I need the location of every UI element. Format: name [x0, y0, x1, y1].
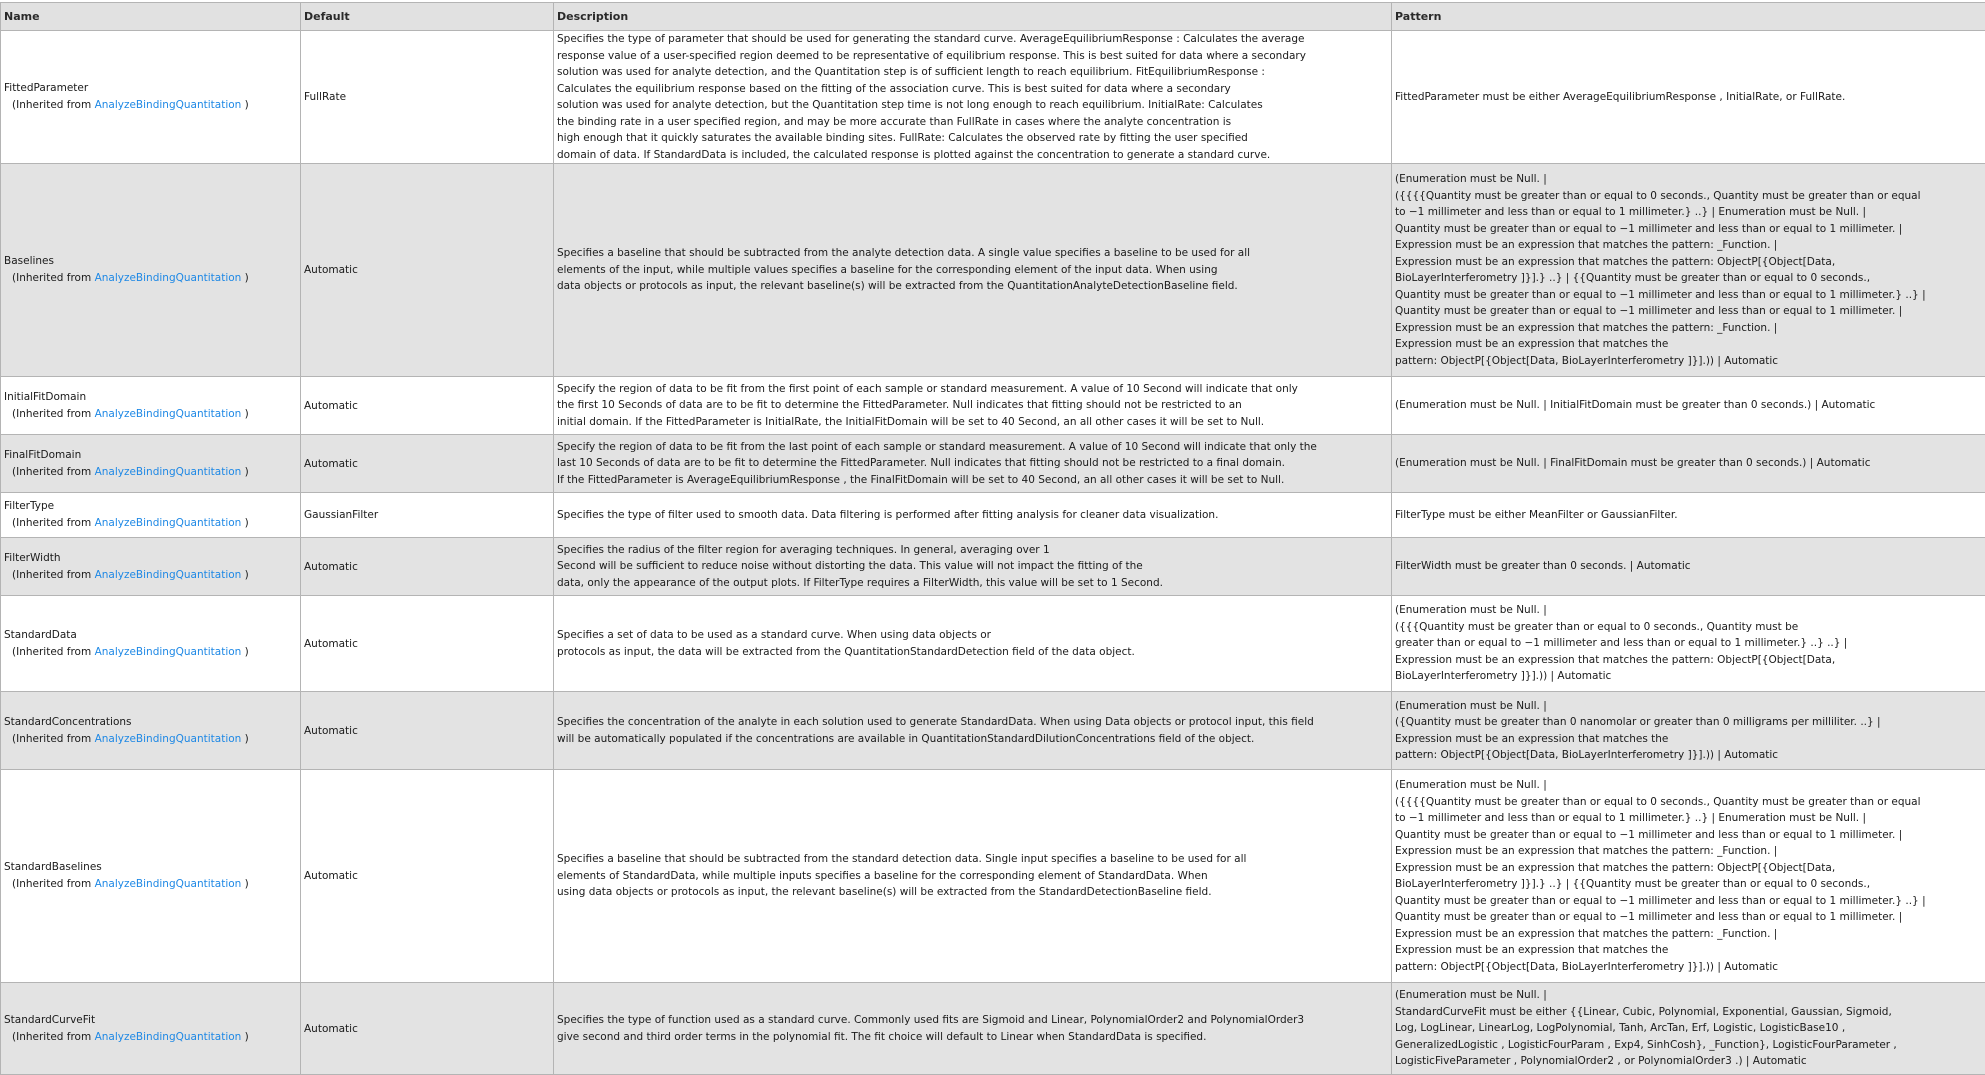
inherited-note: (Inherited from AnalyzeBindingQuantitation )	[12, 568, 249, 581]
option-name-cell	[1, 31, 301, 164]
inherited-note: (Inherited from AnalyzeBindingQuantitation )	[12, 465, 249, 478]
option-pattern: (Enumeration must be Null. | ({{{Quantity must be greater than or equal to 0 seconds., Quantity must be greater than or equal to −1 millimeter and less than or equal to 1 millimeter.} ..} ..} | Expression must be an expression that matches the pattern: ObjectP[{Object[Data, BioLayerInterferometry ]}].)) | Automatic	[1392, 596, 1985, 692]
inherited-link[interactable]: AnalyzeBindingQuantitation	[94, 568, 242, 581]
option-name: StandardData	[4, 628, 77, 641]
option-name: FittedParameter	[4, 82, 89, 94]
header-pattern: Pattern	[1392, 3, 1985, 31]
option-name-cell	[1, 164, 301, 377]
inherited-link[interactable]: AnalyzeBindingQuantitation	[94, 465, 242, 478]
option-description: Specifies a set of data to be used as a standard curve. When using data objects or protocols as input, the data will be extracted from the QuantitationStandardDetection field of the data object.	[554, 596, 1392, 692]
inherited-link[interactable]: AnalyzeBindingQuantitation	[94, 272, 242, 284]
option-name-cell	[1, 377, 301, 435]
option-default: FullRate	[301, 31, 554, 164]
inherited-note: (Inherited from AnalyzeBindingQuantitation )	[12, 1030, 249, 1043]
option-pattern: (Enumeration must be Null. | ({{{{Quantity must be greater than or equal to 0 seconds., Quantity must be greater than or equal to −1 millimeter and less than or equal to 1 millimeter.} ..} | Enumeration must be Null. | Quantity must be greater than or equal to −1 millimeter and less than or equal to 1 millimeter. | Expression must be an expression that matches the pattern: _Function. | Expression must be an expression that matches the pattern: ObjectP[{Object[Data, BioLayerInterferometry ]}].} ..} | {{Quantity must be greater than or equal to 0 seconds., Quantity must be greater than or equal to −1 millimeter and less than or equal to 1 millimeter.} ..} | Quantity must be greater than or equal to −1 millimeter and less than or equal to 1 millimeter. | Expression must be an expression that matches the pattern: _Function. | Expression must be an expression that matches the pattern: ObjectP[{Object[Data, BioLayerInterferometry ]}].)) | Automatic	[1392, 164, 1985, 377]
option-name: Baselines	[4, 255, 54, 267]
table-row	[1, 770, 1985, 983]
option-name: FilterWidth	[4, 551, 61, 564]
option-default: Automatic	[301, 770, 554, 983]
option-description: Specify the region of data to be fit from the last point of each sample or standard measurement. A value of 10 Second will indicate that only the last 10 Seconds of data are to be fit to determine the FittedParameter. Null indicates that fitting should not be restricted to a final domain. If the FittedParameter is AverageEquilibriumResponse , the FinalFitDomain will be set to 40 Second, an all other cases it will be set to Null.	[554, 435, 1392, 493]
table-row	[1, 493, 1985, 538]
table-row	[1, 31, 1985, 164]
header-row	[1, 3, 1985, 31]
inherited-link[interactable]: AnalyzeBindingQuantitation	[94, 645, 242, 658]
options-table	[0, 2, 1985, 1075]
option-name-cell	[1, 493, 301, 538]
option-name-cell	[1, 596, 301, 692]
option-name-cell	[1, 435, 301, 493]
inherited-link[interactable]: AnalyzeBindingQuantitation	[94, 732, 242, 745]
inherited-note: (Inherited from AnalyzeBindingQuantitation )	[12, 272, 249, 284]
option-description: Specifies the type of filter used to smooth data. Data filtering is performed after fitting analysis for cleaner data visualization.	[554, 493, 1392, 538]
option-default: GaussianFilter	[301, 493, 554, 538]
option-default: Automatic	[301, 596, 554, 692]
option-description: Specifies the radius of the filter region for averaging techniques. In general, averaging over 1 Second will be sufficient to reduce noise without distorting the data. This value will not impact the fitting of the data, only the appearance of the output plots. If FilterType requires a FilterWidth, this value will be set to 1 Second.	[554, 538, 1392, 596]
table-row	[1, 692, 1985, 770]
option-pattern: (Enumeration must be Null. | ({Quantity must be greater than 0 nanomolar or greater than 0 milligrams per milliliter. ..} | Expression must be an expression that matches the pattern: ObjectP[{Object[Data, BioLayerInterferometry ]}].)) | Automatic	[1392, 692, 1985, 770]
option-description: Specifies a baseline that should be subtracted from the standard detection data. Single input specifies a baseline to be used for all elements of StandardData, while multiple inputs specifies a baseline for the corresponding element of StandardData. When using data objects or protocols as input, the relevant baseline(s) will be extracted from the StandardDetectionBaseline field.	[554, 770, 1392, 983]
option-name-cell	[1, 692, 301, 770]
inherited-note: (Inherited from AnalyzeBindingQuantitation )	[12, 732, 249, 745]
option-description: Specify the region of data to be fit from the first point of each sample or standard measurement. A value of 10 Second will indicate that only the first 10 Seconds of data are to be fit to determine the FittedParameter. Null indicates that fitting should not be restricted to an initial domain. If the FittedParameter is InitialRate, the InitialFitDomain will be set to 40 Second, an all other cases it will be set to Null.	[554, 377, 1392, 435]
option-pattern: (Enumeration must be Null. | ({{{{Quantity must be greater than or equal to 0 seconds., Quantity must be greater than or equal to −1 millimeter and less than or equal to 1 millimeter.} ..} | Enumeration must be Null. | Quantity must be greater than or equal to −1 millimeter and less than or equal to 1 millimeter. | Expression must be an expression that matches the pattern: _Function. | Expression must be an expression that matches the pattern: ObjectP[{Object[Data, BioLayerInterferometry ]}].} ..} | {{Quantity must be greater than or equal to 0 seconds., Quantity must be greater than or equal to −1 millimeter and less than or equal to 1 millimeter.} ..} | Quantity must be greater than or equal to −1 millimeter and less than or equal to 1 millimeter. | Expression must be an expression that matches the pattern: _Function. | Expression must be an expression that matches the pattern: ObjectP[{Object[Data, BioLayerInterferometry ]}].)) | Automatic	[1392, 770, 1985, 983]
table-row	[1, 164, 1985, 377]
option-name: StandardBaselines	[4, 861, 102, 873]
option-name: FilterType	[4, 500, 55, 512]
option-pattern: FilterWidth must be greater than 0 seconds. | Automatic	[1392, 538, 1985, 596]
inherited-note: (Inherited from AnalyzeBindingQuantitation )	[12, 878, 249, 890]
option-pattern: FilterType must be either MeanFilter or GaussianFilter.	[1392, 493, 1985, 538]
option-default: Automatic	[301, 983, 554, 1075]
option-description: Specifies the type of function used as a standard curve. Commonly used fits are Sigmoid and Linear, PolynomialOrder2 and PolynomialOrder3 give second and third order terms in the polynomial fit. The fit choice will default to Linear when StandardData is specified.	[554, 983, 1392, 1075]
option-default: Automatic	[301, 538, 554, 596]
inherited-link[interactable]: AnalyzeBindingQuantitation	[94, 1030, 242, 1043]
option-name: StandardCurveFit	[4, 1013, 96, 1026]
option-default: Automatic	[301, 435, 554, 493]
option-description: Specifies the concentration of the analyte in each solution used to generate StandardData. When using Data objects or protocol input, this field will be automatically populated if the concentrations are available in QuantitationStandardDilutionConcentrations field of the object.	[554, 692, 1392, 770]
option-pattern: FittedParameter must be either AverageEquilibriumResponse , InitialRate, or FullRate.	[1392, 31, 1985, 164]
option-default: Automatic	[301, 377, 554, 435]
option-default: Automatic	[301, 164, 554, 377]
table-row	[1, 435, 1985, 493]
inherited-link[interactable]: AnalyzeBindingQuantitation	[94, 878, 242, 890]
option-name: FinalFitDomain	[4, 448, 82, 461]
option-description: Specifies the type of parameter that should be used for generating the standard curve. AverageEquilibriumResponse : Calculates the average response value of a user-specified region deemed to be representative of equilibrium response. This is best suited for data where a secondary solution was used for analyte detection, and the Quantitation step is of sufficient length to reach equilibrium. FitEquilibriumResponse : Calculates the equilibrium response based on the fitting of the association curve. This is best suited for data where a secondary solution was used for analyte detection, but the Quantitation step time is not long enough to reach equilibrium. InitialRate: Calculates the binding rate in a user specified region, and may be more accurate than FullRate in cases where the analyte concentration is high enough that it quickly saturates the available binding sites. FullRate: Calculates the observed rate by fitting the user specified domain of data. If StandardData is included, the calculated response is plotted against the concentration to generate a standard curve.	[554, 31, 1392, 164]
option-name-cell	[1, 538, 301, 596]
header-default: Default	[301, 3, 554, 31]
inherited-link[interactable]: AnalyzeBindingQuantitation	[94, 517, 242, 529]
option-pattern: (Enumeration must be Null. | InitialFitDomain must be greater than 0 seconds.) | Automatic	[1392, 377, 1985, 435]
option-default: Automatic	[301, 692, 554, 770]
option-name: InitialFitDomain	[4, 390, 87, 403]
table-row	[1, 596, 1985, 692]
option-name: StandardConcentrations	[4, 715, 132, 728]
header-description: Description	[554, 3, 1392, 31]
table-row	[1, 983, 1985, 1075]
inherited-link[interactable]: AnalyzeBindingQuantitation	[94, 99, 242, 111]
inherited-note: (Inherited from AnalyzeBindingQuantitation )	[12, 517, 249, 529]
option-description: Specifies a baseline that should be subtracted from the analyte detection data. A single value specifies a baseline to be used for all elements of the input, while multiple values specifies a baseline for the corresponding element of the input data. When using data objects or protocols as input, the relevant baseline(s) will be extracted from the QuantitationAnalyteDetectionBaseline field.	[554, 164, 1392, 377]
option-name-cell	[1, 770, 301, 983]
option-pattern: (Enumeration must be Null. | FinalFitDomain must be greater than 0 seconds.) | Automatic	[1392, 435, 1985, 493]
header-name: Name	[1, 3, 301, 31]
table-row	[1, 538, 1985, 596]
inherited-note: (Inherited from AnalyzeBindingQuantitation )	[12, 99, 249, 111]
option-name-cell	[1, 983, 301, 1075]
inherited-note: (Inherited from AnalyzeBindingQuantitation )	[12, 645, 249, 658]
inherited-note: (Inherited from AnalyzeBindingQuantitation )	[12, 407, 249, 420]
option-pattern: (Enumeration must be Null. | StandardCurveFit must be either {{Linear, Cubic, Polynomial, Exponential, Gaussian, Sigmoid, Log, LogLinear, LinearLog, LogPolynomial, Tanh, ArcTan, Erf, Logistic, LogisticBase10 , GeneralizedLogistic , LogisticFourParam , Exp4, SinhCosh}, _Function}, LogisticFourParameter , LogisticFiveParameter , PolynomialOrder2 , or PolynomialOrder3 .) | Automatic	[1392, 983, 1985, 1075]
table-row	[1, 377, 1985, 435]
inherited-link[interactable]: AnalyzeBindingQuantitation	[94, 407, 242, 420]
